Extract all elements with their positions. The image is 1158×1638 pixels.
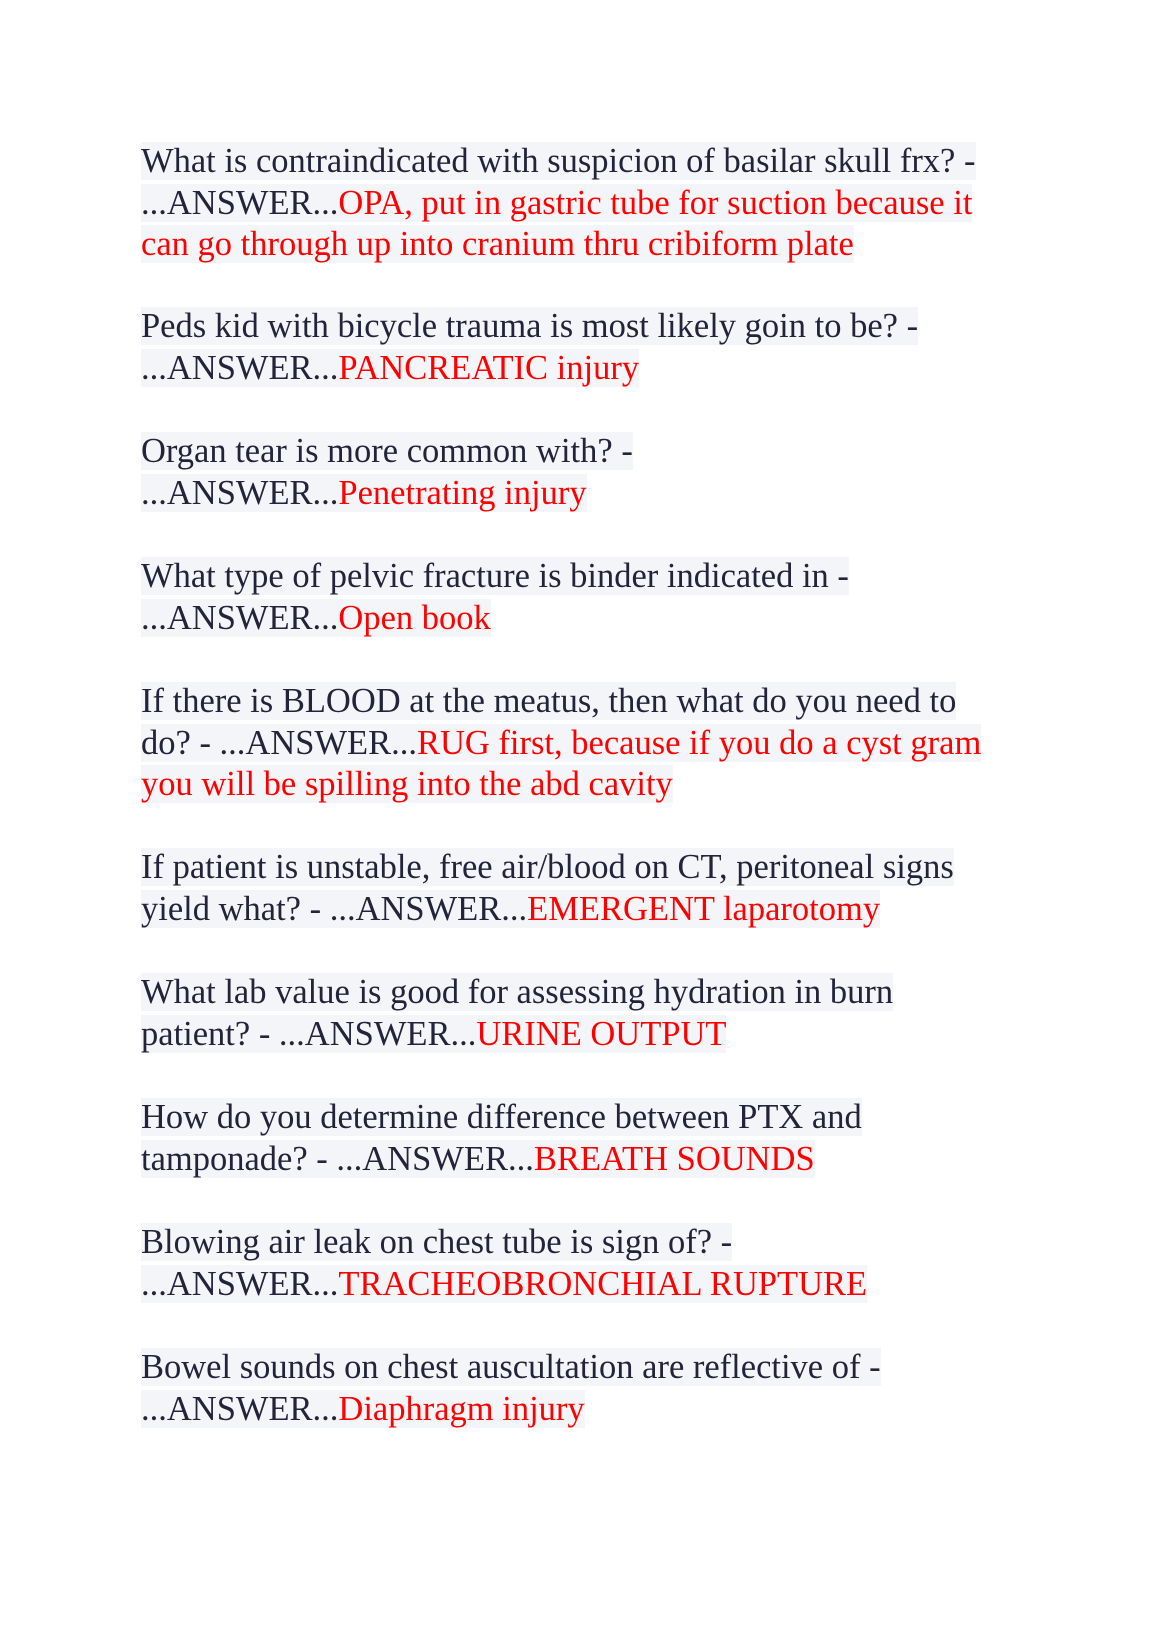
question-text: What is contraindicated with suspicion of basilar skull frx? - [141,142,976,180]
question-text: ...ANSWER... [141,183,339,222]
question-text: tamponade? - ...ANSWER... [141,1139,534,1178]
answer-text: EMERGENT laparotomy [527,889,881,928]
answer-text: OPA, put in gastric tube for suction because it [338,183,973,222]
text-line [141,431,1021,473]
text-line [141,972,1021,1014]
text-line [141,764,1021,806]
text-line [141,847,1021,889]
qa-item [141,1222,1021,1305]
qa-item [141,556,1021,639]
text-line [141,183,1021,225]
question-text: yield what? - ...ANSWER... [141,889,528,928]
answer-text: Penetrating injury [338,473,587,512]
qa-item [141,141,1021,266]
question-text: How do you determine difference between PTX and [141,1098,862,1136]
qa-item [141,847,1021,930]
text-line [141,889,1021,931]
text-line [141,1014,1021,1056]
answer-text: BREATH SOUNDS [533,1139,815,1178]
qa-item [141,681,1021,806]
qa-item [141,431,1021,514]
qa-item [141,972,1021,1055]
text-line [141,473,1021,515]
text-line [141,1264,1021,1306]
text-line [141,348,1021,390]
answer-text: PANCREATIC injury [338,348,640,387]
answer-text: URINE OUTPUT [476,1014,727,1053]
text-line [141,306,1021,348]
text-line [141,141,1021,183]
text-line [141,1139,1021,1181]
question-text: What lab value is good for assessing hydration in burn [141,973,894,1011]
text-line [141,1389,1021,1431]
text-line [141,556,1021,598]
answer-text: you will be spilling into the abd cavity [141,765,673,803]
text-line [141,1097,1021,1139]
answer-text: Open book [338,598,491,637]
question-text: ...ANSWER... [141,1389,339,1428]
answer-text: Diaphragm injury [338,1389,585,1428]
question-text: do? - ...ANSWER... [141,723,417,762]
question-text: ...ANSWER... [141,598,339,637]
question-text: Peds kid with bicycle trauma is most likely goin to be? - [141,307,919,345]
text-line [141,1347,1021,1389]
text-line [141,723,1021,765]
question-text: If patient is unstable, free air/blood on CT, peritoneal signs [141,848,954,886]
qa-item [141,1097,1021,1180]
question-text: ...ANSWER... [141,1264,339,1303]
question-text: What type of pelvic fracture is binder indicated in - [141,557,849,595]
question-text: Bowel sounds on chest auscultation are reflective of - [141,1348,881,1386]
question-text: ...ANSWER... [141,473,339,512]
question-text: Blowing air leak on chest tube is sign of? - [141,1223,733,1261]
question-text: ...ANSWER... [141,348,339,387]
question-text: If there is BLOOD at the meatus, then what do you need to [141,682,957,720]
text-line [141,1222,1021,1264]
answer-text: RUG first, because if you do a cyst gram [416,723,982,762]
text-line [141,598,1021,640]
question-text: patient? - ...ANSWER... [141,1014,477,1053]
answer-text: TRACHEOBRONCHIAL RUPTURE [338,1264,868,1303]
text-line [141,224,1021,266]
answer-text: can go through up into cranium thru cribiform plate [141,225,854,263]
text-line [141,681,1021,723]
qa-item [141,306,1021,389]
question-text: Organ tear is more common with? - [141,432,633,470]
qa-item [141,1347,1021,1430]
